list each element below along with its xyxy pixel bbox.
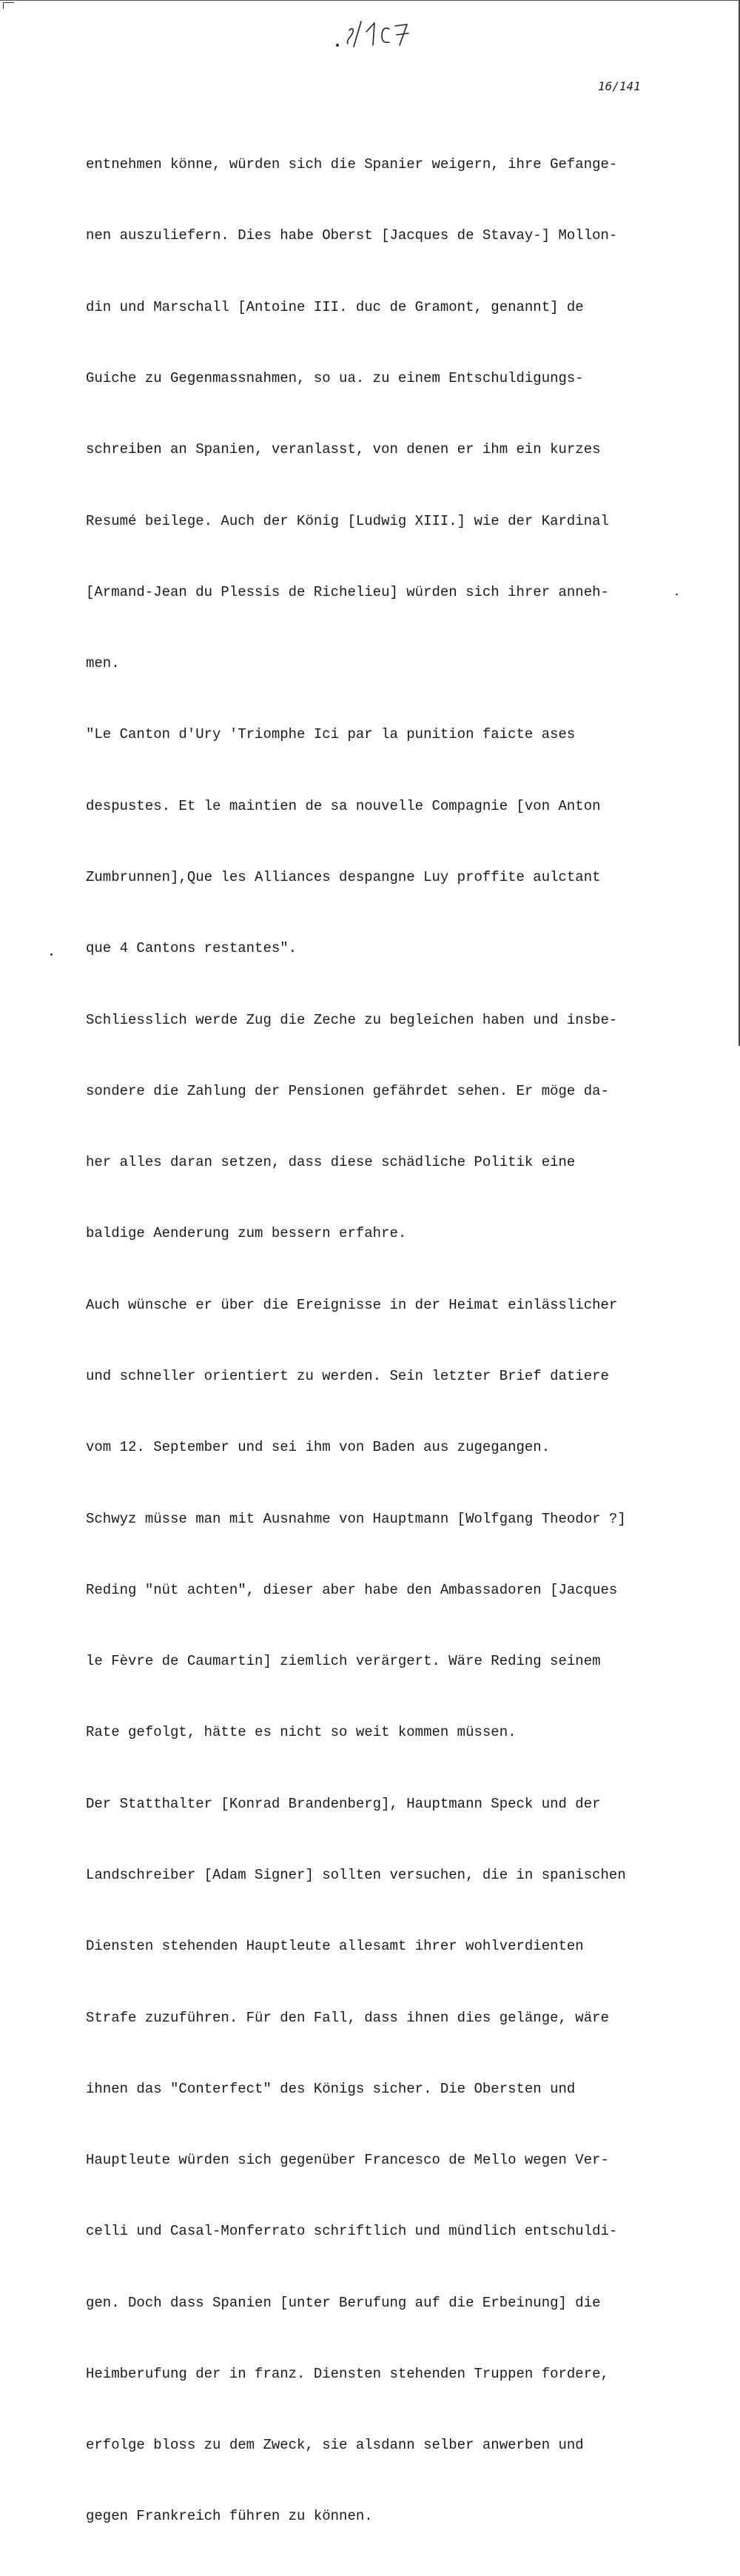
text-line: sondere die Zahlung der Pensionen gefährdet sehen. Er möge da- xyxy=(86,1082,609,1099)
text-line: din und Marschall [Antoine III. duc de Gramont, genannt] de xyxy=(86,298,584,315)
text-line: baldige Aenderung zum bessern erfahre. xyxy=(86,1225,407,1242)
text-line: Landschreiber [Adam Signer] sollten versuchen, die in spanischen xyxy=(86,1866,626,1883)
text-line: le Fèvre de Caumartin] ziemlich verärgert. Wäre Reding seinem xyxy=(86,1653,601,1670)
text-line: celli und Casal-Monferrato schriftlich und mündlich entschuldi- xyxy=(86,2223,618,2240)
text-line: Zumbrunnen],Que les Alliances despangne Luy proffite aulctant xyxy=(86,869,601,885)
text-line: gen. Doch dass Spanien [unter Berufung auf die Erbeinung] die xyxy=(86,2294,601,2311)
scan-corner-mark xyxy=(3,2,14,9)
scan-speck xyxy=(676,594,678,595)
text-line: vom 12. September und sei ihm von Baden aus zugegangen. xyxy=(86,1439,551,1456)
text-line: entnehmen könne, würden sich die Spanier weigern, ihre Gefange- xyxy=(86,156,618,173)
text-line: und schneller orientiert zu werden. Sein letzter Brief datiere xyxy=(86,1367,609,1384)
text-line: Strafe zuzuführen. Für den Fall, dass ihnen dies gelänge, wäre xyxy=(86,2009,609,2026)
text-line: Hauptleute würden sich gegenüber Francesco de Mello wegen Ver- xyxy=(86,2152,609,2169)
text-line: despustes. Et le maintien de sa nouvelle Compagnie [von Anton xyxy=(86,797,601,814)
document-body xyxy=(86,105,670,2576)
text-line: "Le Canton d'Ury 'Triomphe Ici par la punition faicte ases xyxy=(86,726,576,743)
text-line: Der Statthalter [Konrad Brandenberg], Hauptmann Speck und der xyxy=(86,1795,601,1812)
text-line: [Armand-Jean du Plessis de Richelieu] würden sich ihrer anneh- xyxy=(86,583,609,600)
text-line: ihnen das "Conterfect" des Königs sicher. Die Obersten und xyxy=(86,2080,576,2097)
text-line: gegen Frankreich führen zu können. xyxy=(86,2508,373,2525)
scan-speck xyxy=(50,953,53,956)
text-line: Schwyz müsse man mit Ausnahme von Hauptmann [Wolfgang Theodor ?] xyxy=(86,1510,626,1527)
text-line: nen auszuliefern. Dies habe Oberst [Jacques de Stavay-] Mollon- xyxy=(86,227,618,244)
text-line: Auch wünsche er über die Ereignisse in der Heimat einlässlicher xyxy=(86,1296,618,1313)
text-line: schreiben an Spanien, veranlasst, von denen er ihm ein kurzes xyxy=(86,441,601,458)
text-line: Resumé beilege. Auch der König [Ludwig XIII.] wie der Kardinal xyxy=(86,512,609,529)
handwritten-archive-mark xyxy=(332,17,420,50)
text-line: que 4 Cantons restantes". xyxy=(86,940,297,957)
text-line: men. xyxy=(86,655,120,672)
text-line: erfolge bloss zu dem Zweck, sie alsdann selber anwerben und xyxy=(86,2437,584,2454)
text-line: her alles daran setzen, dass diese schädliche Politik eine xyxy=(86,1154,576,1171)
text-line: Heimberufung der in franz. Diensten stehenden Truppen fordere, xyxy=(86,2365,609,2382)
page-number: 16/141 xyxy=(598,79,641,93)
text-line: Guiche zu Gegenmassnahmen, so ua. zu einem Entschuldigungs- xyxy=(86,370,584,387)
text-line: Schliesslich werde Zug die Zeche zu begleichen haben und insbe- xyxy=(86,1011,618,1028)
text-line: Diensten stehenden Hauptleute allesamt ihrer wohlverdienten xyxy=(86,1938,584,1955)
text-line: Reding "nüt achten", dieser aber habe den Ambassadoren [Jacques xyxy=(86,1581,618,1598)
text-line: Rate gefolgt, hätte es nicht so weit kommen müssen. xyxy=(86,1724,517,1741)
